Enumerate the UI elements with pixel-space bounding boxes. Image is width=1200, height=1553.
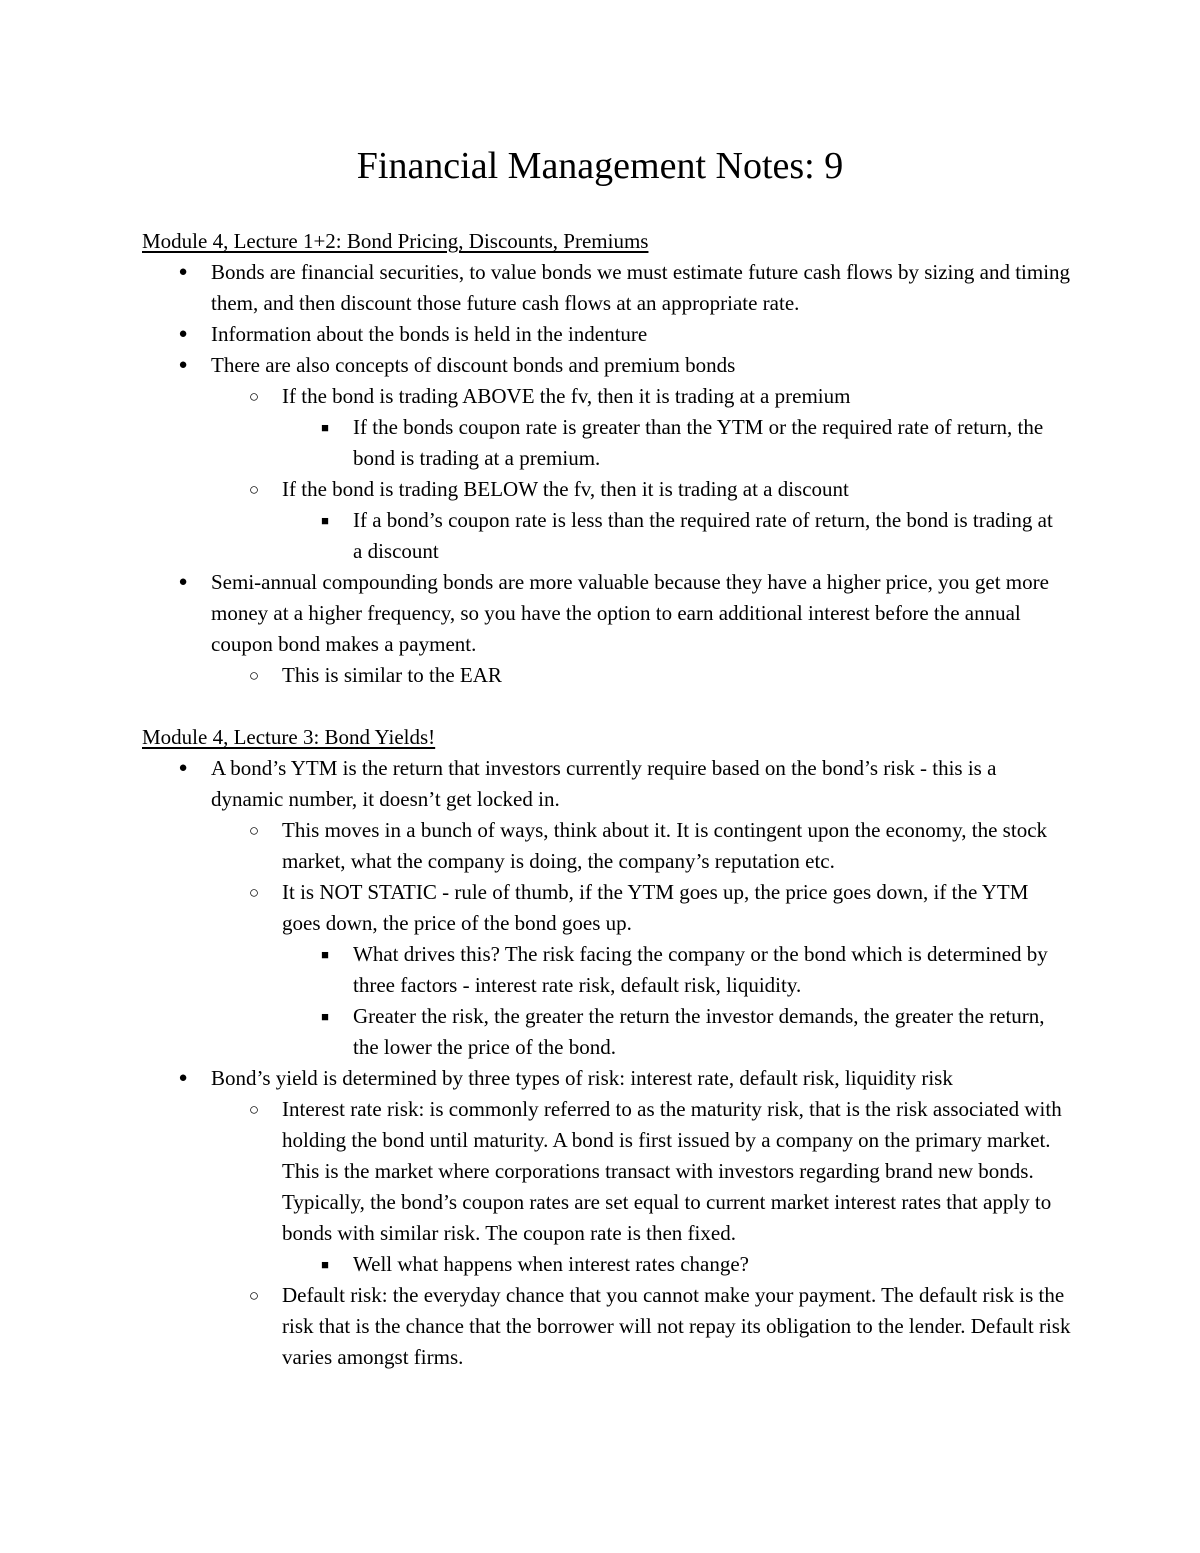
list-item: [178, 567, 1071, 660]
list-item-text: There are also concepts of discount bonds and premium bonds: [211, 353, 736, 377]
list-item: [321, 1249, 1063, 1280]
page-title: Financial Management Notes: 9: [356, 145, 844, 187]
circle-bullet-icon: ○: [248, 666, 260, 685]
circle-bullet-icon: ○: [248, 883, 260, 902]
section-bond-pricing: [142, 226, 1082, 691]
list-item-text: Bond’s yield is determined by three types of risk: interest rate, default risk, liquidity risk: [211, 1066, 953, 1090]
bullet-icon: ●: [178, 574, 188, 590]
square-bullet-icon: ■: [321, 1009, 329, 1024]
circle-bullet-icon: ○: [248, 1100, 260, 1119]
list-item: [248, 381, 1072, 412]
list-item-text: Default risk: the everyday chance that you cannot make your payment. The default risk is the risk that is the chance that the borrower will not repay its obligation to the lender. Default risk varies amongst firms.: [282, 1283, 1071, 1369]
circle-bullet-icon: ○: [248, 387, 260, 406]
list-item: [321, 505, 1063, 567]
list-item: [248, 660, 1072, 691]
circle-bullet-icon: ○: [248, 821, 260, 840]
section-heading: Module 4, Lecture 3: Bond Yields!: [142, 725, 436, 749]
list-item-text: If a bond’s coupon rate is less than the required rate of return, the bond is trading at a discount: [353, 508, 1053, 563]
list-item: [248, 877, 1072, 939]
list-item: [321, 939, 1063, 1001]
list-item-text: What drives this? The risk facing the company or the bond which is determined by three factors - interest rate risk, default risk, liquidity.: [353, 942, 1048, 997]
list-item-text: Semi-annual compounding bonds are more valuable because they have a higher price, you get more money at a higher frequency, so you have the option to earn additional interest before the annual coupon bond makes a payment.: [211, 570, 1049, 656]
square-bullet-icon: ■: [321, 947, 329, 962]
circle-bullet-icon: ○: [248, 480, 260, 499]
bullet-icon: ●: [178, 760, 188, 776]
list-item: [178, 350, 1071, 381]
list-item-text: Information about the bonds is held in the indenture: [211, 322, 648, 346]
list-item-text: A bond’s YTM is the return that investors currently require based on the bond’s risk - this is a dynamic number, it doesn’t get locked in.: [211, 756, 997, 811]
list-item-text: If the bond is trading ABOVE the fv, then it is trading at a premium: [282, 384, 851, 408]
list-item-text: This moves in a bunch of ways, think about it. It is contingent upon the economy, the stock market, what the company is doing, the company’s reputation etc.: [282, 818, 1048, 873]
list-item: [321, 1001, 1063, 1063]
square-bullet-icon: ■: [321, 420, 329, 435]
list-item-text: This is similar to the EAR: [282, 663, 502, 687]
list-item: [178, 1063, 1071, 1094]
bullet-icon: ●: [178, 1070, 188, 1086]
list-item-text: Bonds are financial securities, to value bonds we must estimate future cash flows by sizing and timing them, and then discount those future cash flows at an appropriate rate.: [211, 260, 1071, 315]
list-item-text: If the bond is trading BELOW the fv, then it is trading at a discount: [282, 477, 849, 501]
list-item-text: If the bonds coupon rate is greater than the YTM or the required rate of return, the bond is trading at a premium.: [353, 415, 1044, 470]
bullet-icon: ●: [178, 357, 188, 373]
bullet-icon: ●: [178, 264, 188, 280]
bullet-icon: ●: [178, 326, 188, 342]
square-bullet-icon: ■: [321, 513, 329, 528]
list-item-text: It is NOT STATIC - rule of thumb, if the YTM goes up, the price goes down, if the YTM goes down, the price of the bond goes up.: [282, 880, 1029, 935]
list-item-text: Interest rate risk: is commonly referred to as the maturity risk, that is the risk associated with holding the bond until maturity. A bond is first issued by a company on the primary market. This is the market where corporations transact with investors regarding brand new bonds. Typically, the bond’s coupon rates are set equal to current market interest rates that apply to bonds with similar risk. The coupon rate is then fixed.: [282, 1097, 1062, 1245]
square-bullet-icon: ■: [321, 1257, 329, 1272]
list-item: [321, 412, 1063, 474]
list-item: [178, 319, 1071, 350]
list-item: [248, 1094, 1072, 1249]
section-heading: Module 4, Lecture 1+2: Bond Pricing, Discounts, Premiums: [142, 229, 649, 253]
list-item: [178, 753, 1071, 815]
list-item-text: Greater the risk, the greater the return the investor demands, the greater the return, the lower the price of the bond.: [353, 1004, 1045, 1059]
section-bond-yields: [142, 722, 1082, 1373]
list-item: [248, 1280, 1072, 1373]
circle-bullet-icon: ○: [248, 1286, 260, 1305]
list-item: [248, 815, 1072, 877]
list-item-text: Well what happens when interest rates change?: [353, 1252, 749, 1276]
list-item: [248, 474, 1072, 505]
list-item: [178, 257, 1071, 319]
